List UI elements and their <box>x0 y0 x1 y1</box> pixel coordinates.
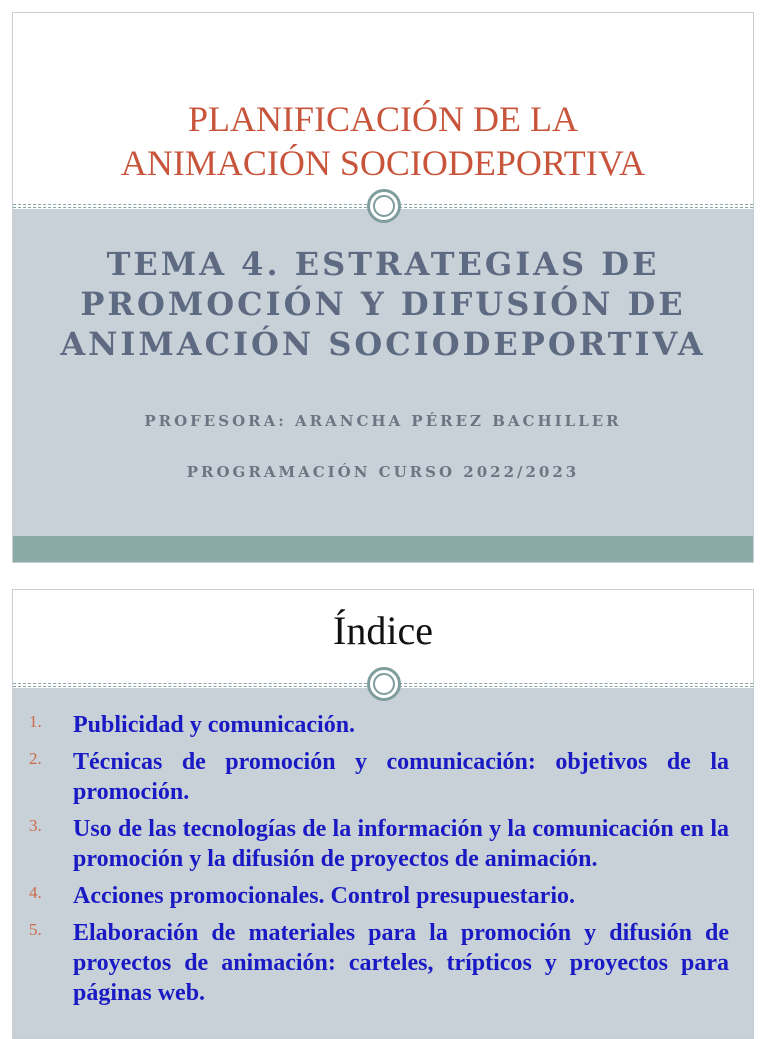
list-item-text: Técnicas de promoción y comunicación: objetivos de la promoción. <box>73 749 729 805</box>
list-item <box>13 710 729 740</box>
slide-title-line-2: ANIMACIÓN SOCIODEPORTIVA <box>120 143 646 183</box>
list-item-number: 5. <box>29 920 42 939</box>
list-item-number: 1. <box>29 712 42 731</box>
bottom-accent-strip <box>13 536 753 562</box>
list-item <box>13 918 729 1008</box>
slide-subtitle: TEMA 4. ESTRATEGIAS DE PROMOCIÓN Y DIFUSIÓN DE ANIMACIÓN SOCIODEPORTIVA <box>60 245 706 363</box>
list-item <box>13 881 729 911</box>
index-list <box>13 710 729 1015</box>
slide-title-line-1: PLANIFICACIÓN DE LA <box>188 99 578 139</box>
list-item <box>13 814 729 874</box>
ring-ornament-icon <box>367 667 401 701</box>
teacher-name: PROFESORA: ARANCHA PÉREZ BACHILLER <box>144 412 622 430</box>
slide-title <box>13 97 753 185</box>
index-title: Índice <box>333 608 433 653</box>
ring-ornament-icon <box>367 189 401 223</box>
list-item-text: Elaboración de materiales para la promoción y difusión de proyectos de animación: carteles, trípticos y proyectos para páginas web. <box>73 920 729 1006</box>
title-slide <box>12 12 754 563</box>
list-item-text: Publicidad y comunicación. <box>73 712 356 738</box>
index-slide <box>12 589 754 1039</box>
list-item-text: Acciones promocionales. Control presupuestario. <box>73 883 575 909</box>
list-item-text: Uso de las tecnologías de la información y la comunicación en la promoción y la difusión de proyectos de animación. <box>73 816 729 872</box>
list-item-number: 4. <box>29 883 42 902</box>
list-item <box>13 747 729 807</box>
list-item-number: 3. <box>29 816 42 835</box>
list-item-number: 2. <box>29 749 42 768</box>
course-program: PROGRAMACIÓN CURSO 2022/2023 <box>186 463 580 481</box>
